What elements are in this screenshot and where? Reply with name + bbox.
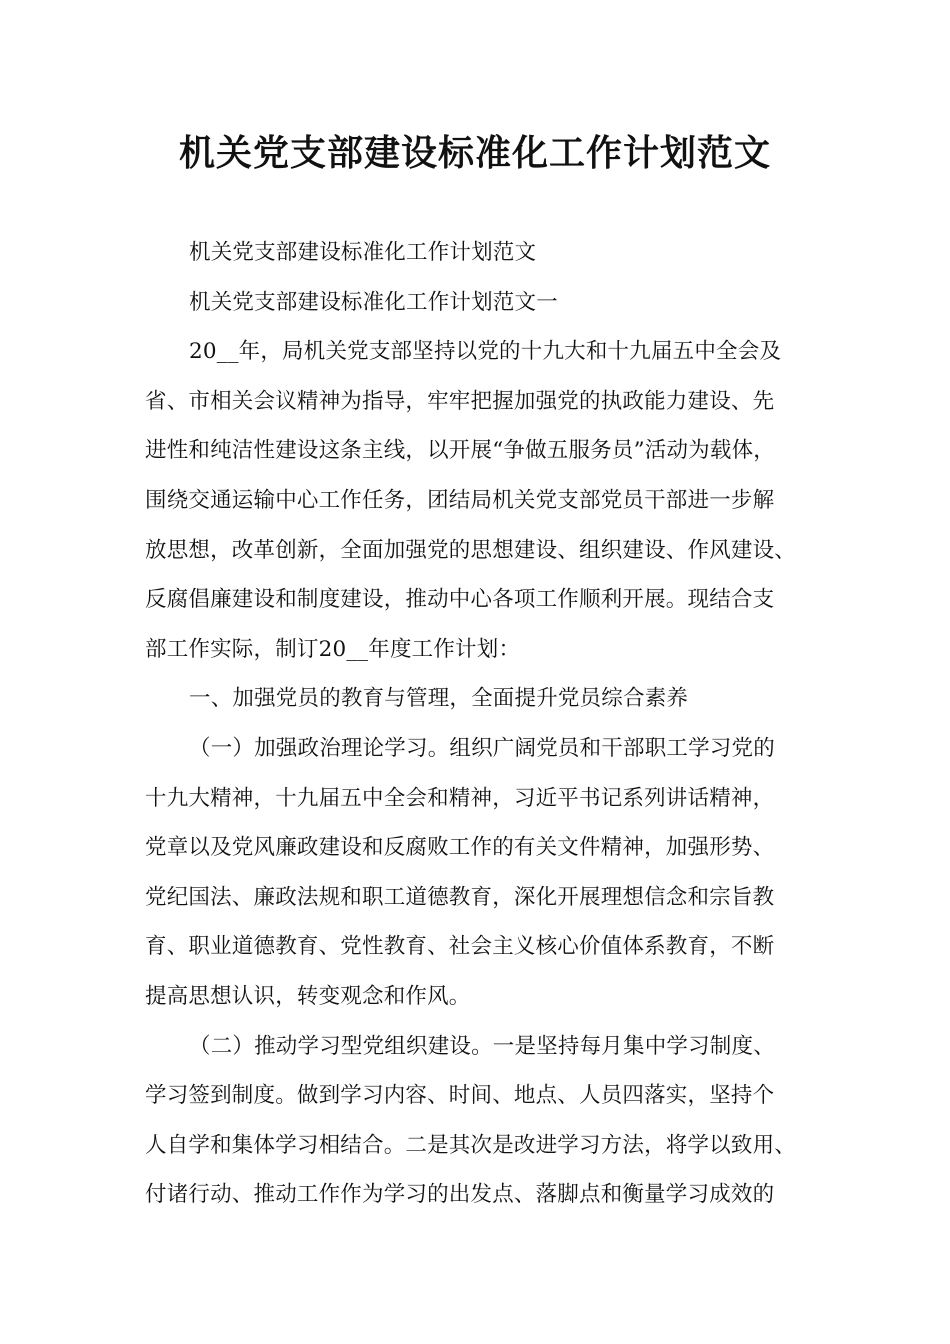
body-line: 进性和纯洁性建设这条主线，以开展“争做五服务员”活动为载体， [145, 438, 775, 464]
document-body [145, 228, 825, 1220]
body-line: 育、职业道德教育、党性教育、社会主义核心价值体系教育，不断 [145, 934, 775, 960]
body-line: 学习签到制度。做到学习内容、时间、地点、人员四落实，坚持个 [145, 1083, 775, 1109]
body-line: 党章以及党风廉政建设和反腐败工作的有关文件精神，加强形势、 [145, 835, 775, 861]
body-line: 部工作实际，制订20__年度工作计划： [145, 636, 521, 662]
body-line: 机关党支部建设标准化工作计划范文 [189, 240, 537, 265]
body-line: 党纪国法、廉政法规和职工道德教育，深化开展理想信念和宗旨教 [145, 884, 775, 910]
body-line: 省、市相关会议精神为指导，牢牢把握加强党的执政能力建设、先 [145, 388, 775, 414]
body-line: 人自学和集体学习相结合。二是其次是改进学习方法，将学以致用、 [145, 1132, 797, 1158]
body-line: （一）加强政治理论学习。组织广阔党员和干部职工学习党的 [189, 735, 775, 761]
body-line: （二）推动学习型党组织建设。一是坚持每月集中学习制度、 [189, 1033, 775, 1059]
document-title: 机关党支部建设标准化工作计划范文 [178, 133, 771, 174]
body-line: 机关党支部建设标准化工作计划范文一 [189, 289, 558, 315]
body-line: 提高思想认识，转变观念和作风。 [145, 983, 471, 1009]
body-line: 围绕交通运输中心工作任务，团结局机关党支部党员干部进一步解 [145, 487, 775, 513]
body-line: 一、加强党员的教育与管理，全面提升党员综合素养 [189, 686, 689, 712]
body-line: 十九大精神，十九届五中全会和精神，习近平书记系列讲话精神， [145, 785, 775, 811]
body-line: 20__年，局机关党支部坚持以党的十九大和十九届五中全会及 [189, 339, 782, 365]
body-line: 放思想，改革创新，全面加强党的思想建设、组织建设、作风建设、 [145, 537, 797, 563]
body-line: 付诸行动、推动工作作为学习的出发点、落脚点和衡量学习成效的 [145, 1182, 775, 1208]
body-line: 反腐倡廉建设和制度建设，推动中心各项工作顺利开展。现结合支 [145, 587, 775, 613]
